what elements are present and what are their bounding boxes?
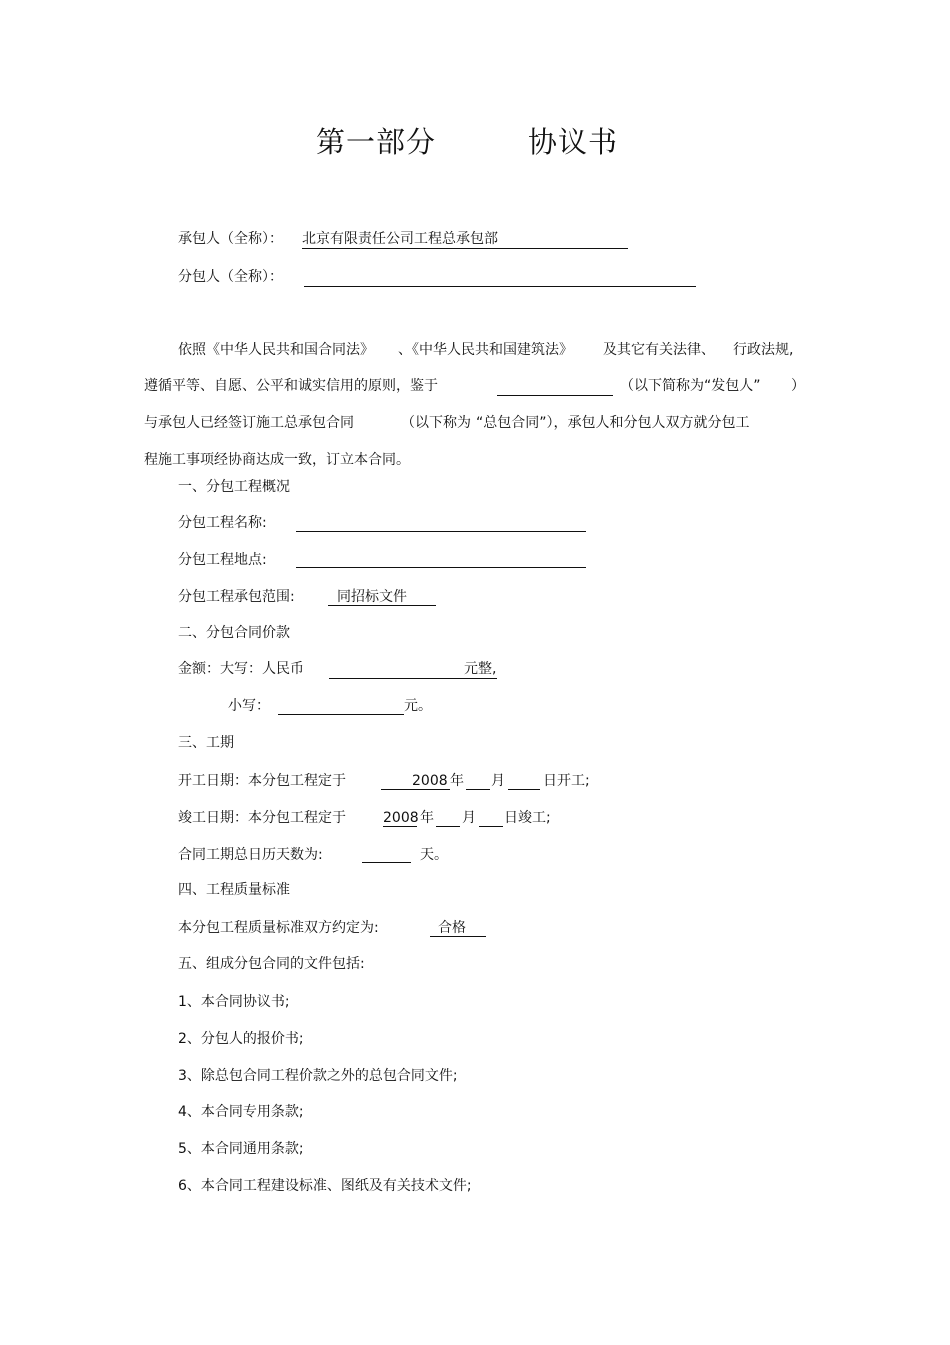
end-year-underline: [383, 826, 417, 827]
section5-heading: 五、组成分包合同的文件包括:: [178, 956, 365, 972]
start-month-blank: [466, 789, 490, 790]
preamble-law1: 依照《中华人民共和国合同法》: [178, 342, 374, 358]
preamble-line2a: 遵循平等、自愿、公平和诚实信用的原则，鉴于: [144, 378, 438, 394]
document-item: 5、本合同通用条款;: [178, 1141, 304, 1157]
project-scope-label: 分包工程承包范围:: [178, 589, 295, 605]
quality-label: 本分包工程质量标准双方约定为:: [178, 920, 379, 936]
employer-blank: [497, 395, 613, 396]
project-location-label: 分包工程地点:: [178, 552, 267, 568]
start-month-unit: 月: [491, 773, 505, 789]
small-amount-suffix: 元。: [404, 698, 432, 714]
start-day-blank: [508, 789, 540, 790]
document-item: 3、除总包合同工程价款之外的总包合同文件;: [178, 1068, 458, 1084]
project-name-label: 分包工程名称:: [178, 515, 267, 531]
preamble-line4: 程施工事项经协商达成一致，订立本合同。: [144, 452, 410, 468]
start-year: 2008: [412, 773, 448, 789]
end-date-label: 竣工日期：本分包工程定于: [178, 810, 346, 826]
quality-underline: [430, 936, 486, 937]
amount-label: 金额：大写：人民币: [178, 661, 304, 677]
start-day-unit: 日开工;: [543, 773, 590, 789]
subcontractor-blank: [304, 286, 696, 287]
contractor-label: 承包人（全称）：: [178, 231, 283, 247]
end-year: 2008: [383, 810, 419, 826]
title-part: 第一部分: [316, 125, 437, 159]
preamble-law3: 及其它有关法律、: [603, 342, 715, 358]
document-item: 6、本合同工程建设标准、图纸及有关技术文件;: [178, 1178, 472, 1194]
end-day-unit: 日竣工;: [504, 810, 551, 826]
project-location-blank: [296, 567, 586, 568]
preamble-law4: 行政法规,: [733, 342, 794, 358]
document-item: 1、本合同协议书;: [178, 994, 290, 1010]
project-scope-underline: [328, 605, 436, 606]
end-year-unit: 年: [420, 810, 434, 826]
end-month-unit: 月: [462, 810, 476, 826]
preamble-line2b: （以下简称为“发包人”: [620, 378, 761, 394]
end-day-blank: [479, 826, 503, 827]
total-days-blank: [362, 862, 411, 863]
section3-heading: 三、工期: [178, 735, 234, 751]
end-month-blank: [436, 826, 460, 827]
small-amount-blank: [278, 714, 404, 715]
small-amount-label: 小写：: [228, 698, 270, 714]
preamble-line3a: 与承包人已经签订施工总承包合同: [144, 415, 354, 431]
preamble-line3b: （以下称为: [401, 415, 471, 431]
preamble-line3c: “总包合同”），承包人和分包人双方就分包工: [476, 415, 750, 431]
preamble-law2: 、《中华人民共和国建筑法》: [398, 342, 573, 358]
quality-value: 合格: [438, 920, 466, 936]
amount-suffix: 元整,: [464, 661, 497, 677]
preamble-line2c: ）: [791, 378, 805, 394]
section2-heading: 二、分包合同价款: [178, 625, 290, 641]
start-year-unit: 年: [450, 773, 464, 789]
total-days-label: 合同工期总日历天数为:: [178, 847, 323, 863]
section1-heading: 一、分包工程概况: [178, 479, 290, 495]
project-name-blank: [296, 531, 586, 532]
total-days-unit: 天。: [420, 847, 448, 863]
contractor-value: 北京有限责任公司工程总承包部: [302, 231, 498, 247]
section4-heading: 四、工程质量标准: [178, 882, 290, 898]
start-date-label: 开工日期：本分包工程定于: [178, 773, 346, 789]
contractor-underline: [302, 248, 628, 249]
title-name: 协议书: [528, 125, 619, 159]
document-item: 2、分包人的报价书;: [178, 1031, 304, 1047]
document-item: 4、本合同专用条款;: [178, 1104, 304, 1120]
project-scope-value: 同招标文件: [337, 589, 407, 605]
subcontractor-label: 分包人（全称）：: [178, 269, 283, 285]
